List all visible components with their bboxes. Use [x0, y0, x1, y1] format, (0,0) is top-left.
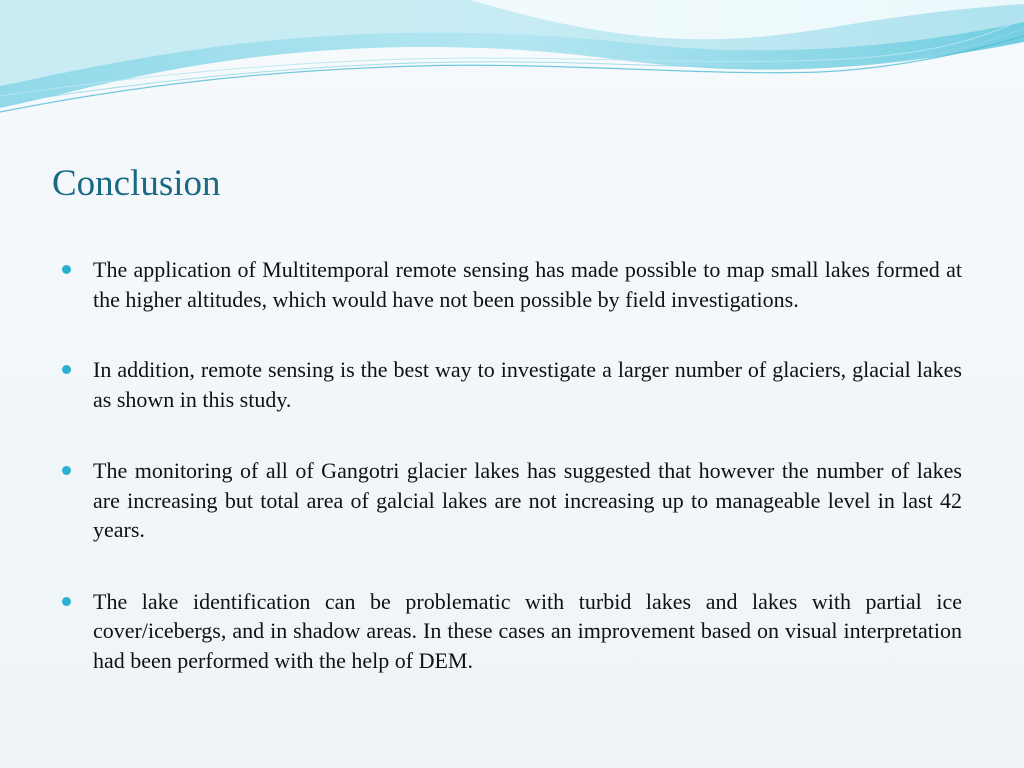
bullet-dot-icon	[62, 265, 71, 274]
bullet-list	[62, 255, 962, 716]
bullet-text: In addition, remote sensing is the best way to investigate a larger number of glaciers, glacial lakes as shown in this study.	[93, 357, 962, 412]
bullet-text: The monitoring of all of Gangotri glacier lakes has suggested that however the number of lakes are increasing but total area of galcial lakes are not increasing up to manageable level in last 42 years.	[93, 458, 962, 542]
slide-title: Conclusion	[52, 163, 221, 204]
bullet-item	[62, 355, 962, 414]
bullet-item	[62, 456, 962, 545]
bullet-text: The lake identification can be problematic with turbid lakes and lakes with partial ice cover/icebergs, and in shadow areas. In these cases an improvement based on visual interpretation had been performed with the help of DEM.	[93, 588, 962, 673]
bullet-dot-icon	[62, 365, 71, 374]
decorative-wave-header	[0, 0, 1024, 130]
bullet-dot-icon	[62, 597, 71, 606]
bullet-dot-icon	[62, 466, 71, 475]
bullet-text: The application of Multitemporal remote sensing has made possible to map small lakes formed at the higher altitudes, which would have not been possible by field investigations.	[93, 257, 962, 312]
bullet-item	[62, 587, 962, 676]
bullet-item	[62, 255, 962, 314]
